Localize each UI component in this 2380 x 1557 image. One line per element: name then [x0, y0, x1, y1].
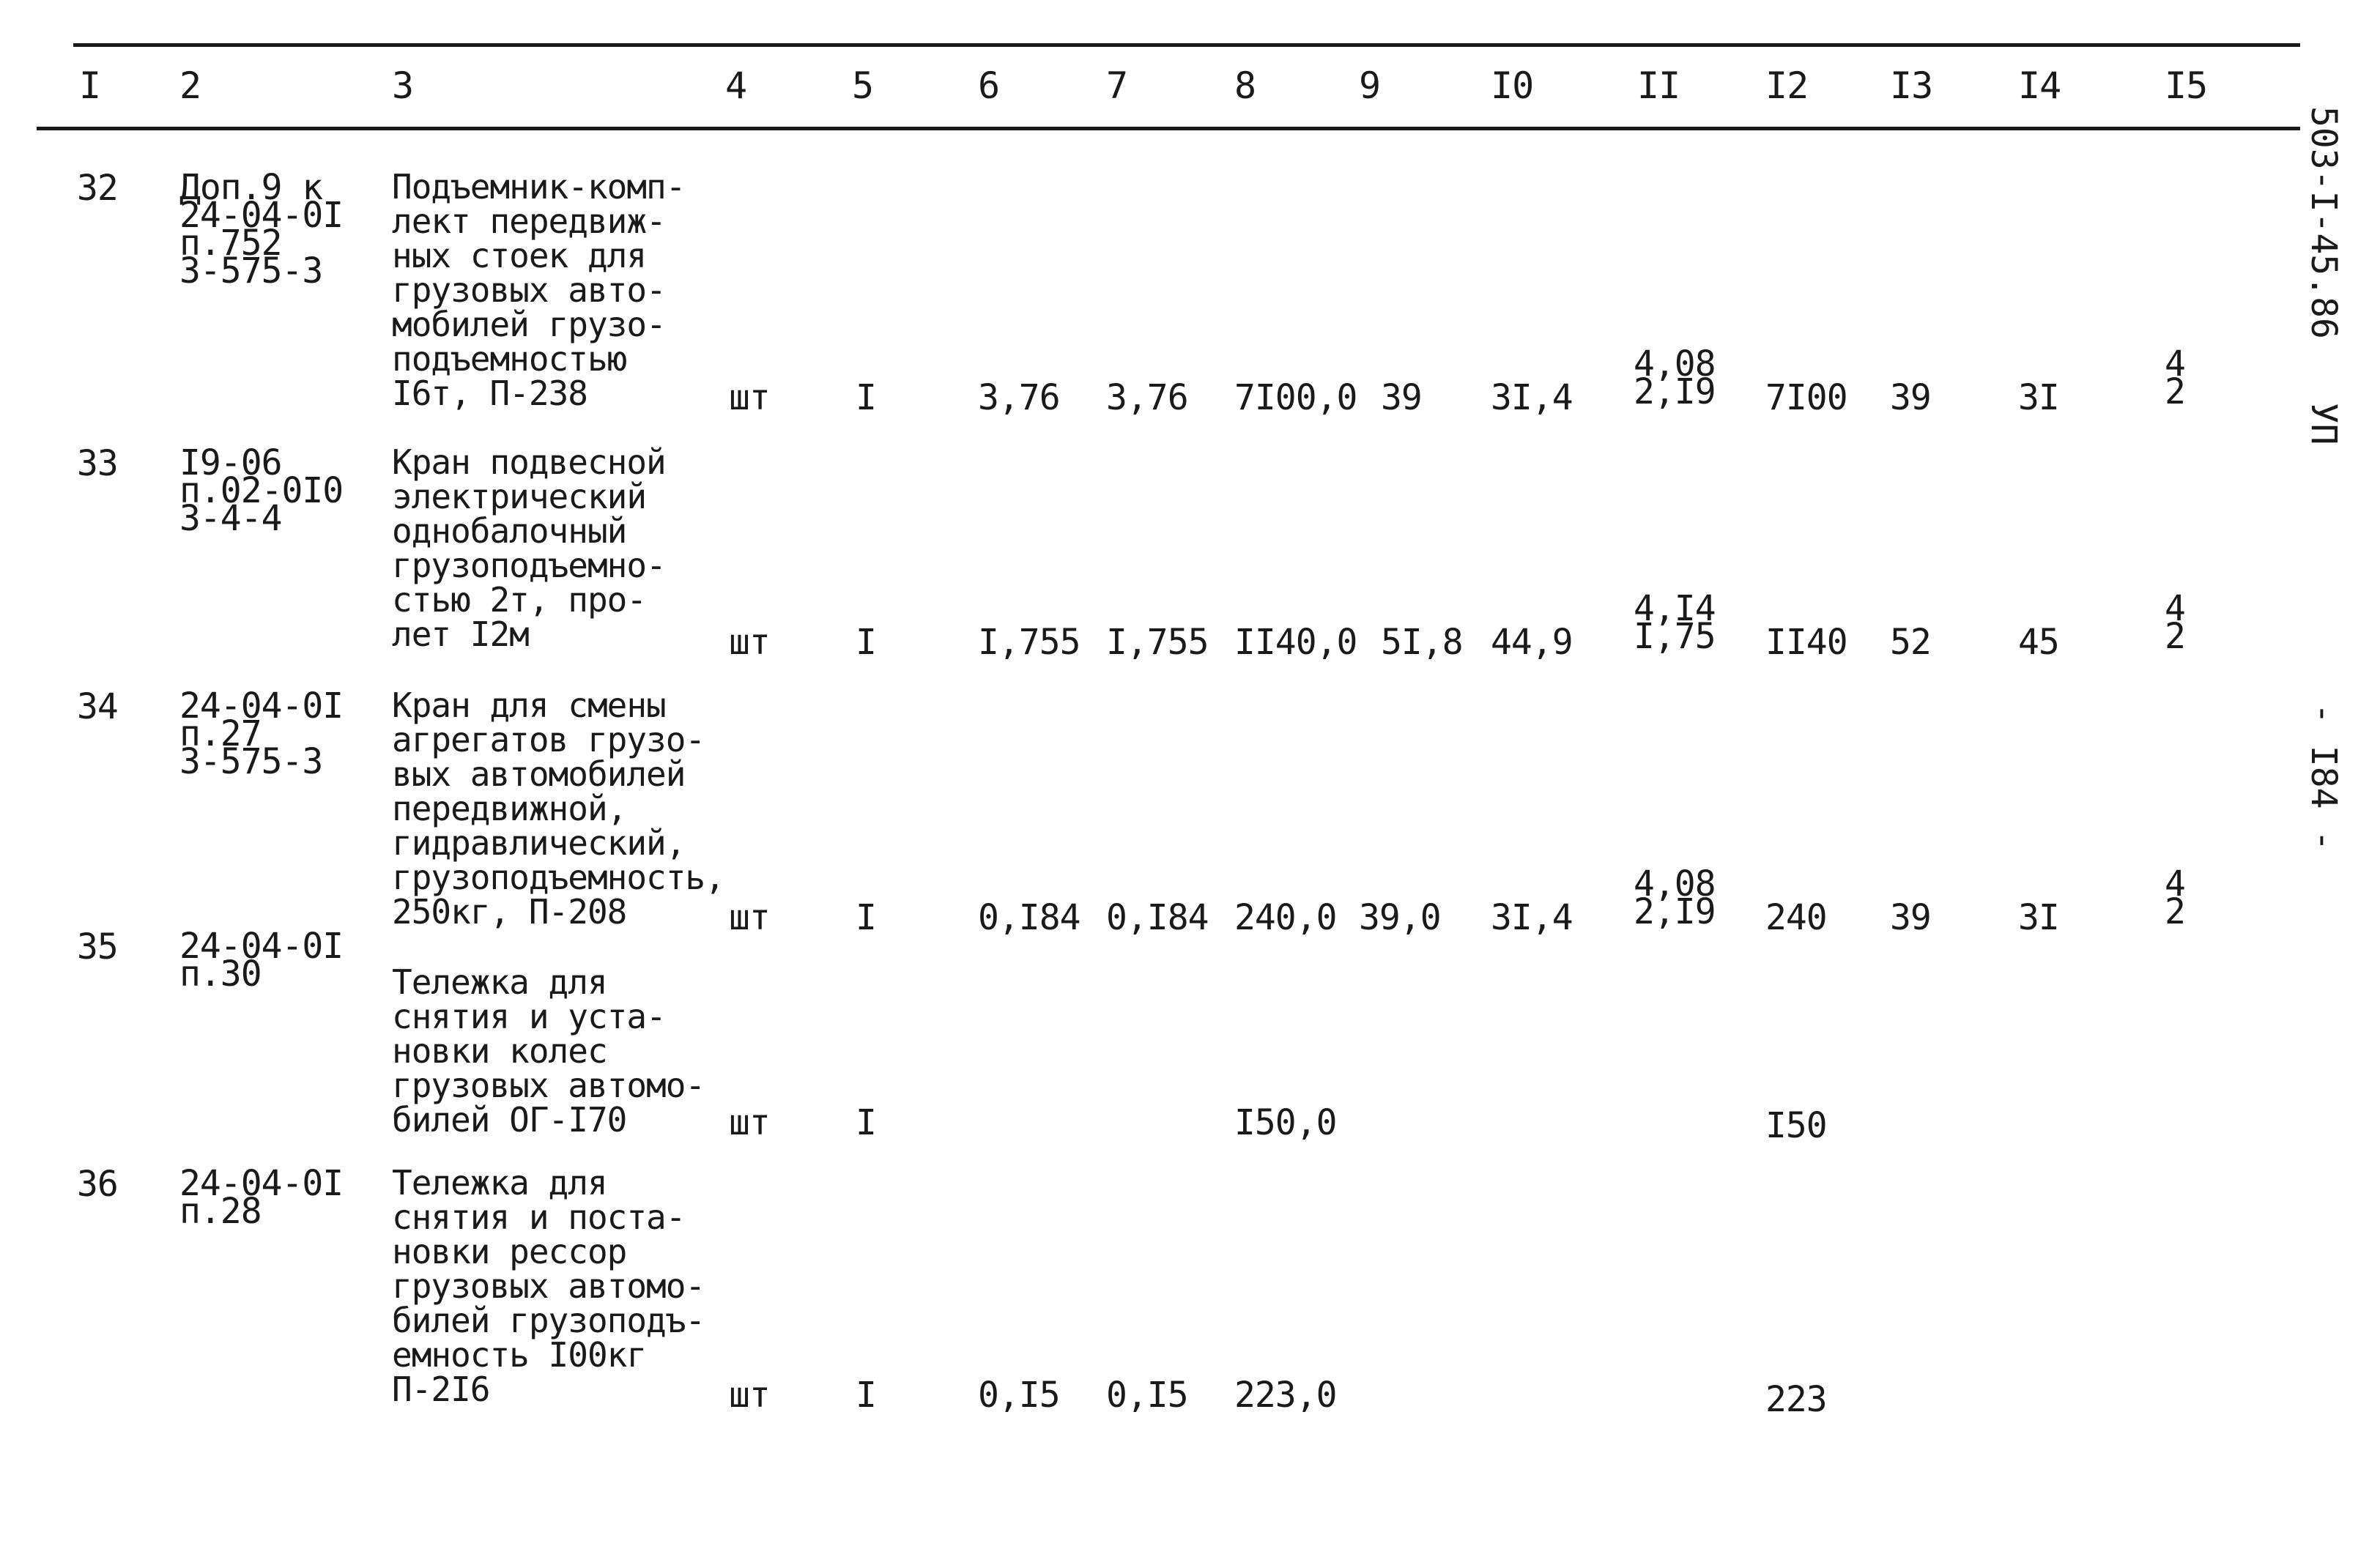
- row-unit: шт: [729, 1102, 770, 1143]
- row-col-6: 3,76: [978, 377, 1060, 418]
- row-number: 36: [77, 1164, 118, 1205]
- row-description: Кран для смены агрегатов грузо- вых автомобилей передвижной, гидравлический, грузоподъемность, 250кг, П-208: [392, 685, 724, 932]
- header-col-9: 9: [1359, 64, 1381, 107]
- row-col-13: 39: [1890, 897, 1931, 938]
- row-col-9: 5I,8: [1381, 622, 1463, 663]
- row-col-9: 39,0: [1359, 897, 1441, 938]
- row-reference: 24-04-0I п.28: [179, 1163, 344, 1232]
- row-col-10: 3I,4: [1491, 377, 1573, 418]
- row-col-7: 3,76: [1106, 377, 1188, 418]
- row-reference: 24-04-0I п.30: [179, 926, 344, 995]
- header-col-14: I4: [2018, 64, 2061, 107]
- row-col-7: 0,I84: [1106, 897, 1209, 938]
- row-description: Кран подвесной электрический однобалочный грузоподъемно- стью 2т, про- лет I2м: [392, 442, 666, 654]
- header-col-1: I: [79, 64, 101, 107]
- row-col-13: 39: [1890, 377, 1931, 418]
- row-col-15: 4 2: [2165, 588, 2185, 657]
- header-col-13: I3: [1890, 64, 1933, 107]
- header-col-7: 7: [1106, 64, 1128, 107]
- row-col-7: I,755: [1106, 622, 1209, 663]
- row-col-8: I50,0: [1234, 1102, 1337, 1143]
- row-col-11: 4,08 2,I9: [1634, 863, 1716, 932]
- row-number: 34: [77, 686, 118, 727]
- row-col-8: II40,0: [1234, 622, 1357, 663]
- document-code: 503-I-45.86 УП: [2303, 106, 2344, 445]
- header-col-10: I0: [1491, 64, 1534, 107]
- row-unit: шт: [729, 897, 770, 938]
- row-col-8: 240,0: [1234, 897, 1337, 938]
- row-col-12: I50: [1765, 1105, 1827, 1146]
- row-col-6: 0,I84: [978, 897, 1080, 938]
- header-col-11: II: [1637, 64, 1680, 107]
- row-col-14: 3I: [2018, 377, 2059, 418]
- top-rule: [73, 43, 2300, 47]
- header-col-15: I5: [2165, 64, 2208, 107]
- row-col-13: 52: [1890, 622, 1931, 663]
- header-col-3: 3: [392, 64, 414, 107]
- row-col-10: 44,9: [1491, 622, 1573, 663]
- row-description: Тележка для снятия и поста- новки рессор грузовых автомо- билей грузоподъ- емность I00кг П-2I6: [392, 1163, 705, 1409]
- row-col-8: 223,0: [1234, 1375, 1337, 1416]
- row-number: 32: [77, 168, 118, 209]
- row-number: 35: [77, 926, 118, 967]
- row-col-15: 4 2: [2165, 343, 2185, 412]
- row-col-12: 7I00: [1765, 377, 1847, 418]
- row-col-10: 3I,4: [1491, 897, 1573, 938]
- header-col-5: 5: [852, 64, 874, 107]
- row-col-11: 4,08 2,I9: [1634, 343, 1716, 412]
- row-unit: шт: [729, 622, 770, 663]
- header-rule: [37, 127, 2300, 130]
- row-col-7: 0,I5: [1106, 1375, 1188, 1416]
- row-col-6: I,755: [978, 622, 1080, 663]
- row-description: Подъемник-комп- лект передвиж- ных стоек для грузовых авто- мобилей грузо- подъемностью I6т, П-238: [392, 167, 686, 413]
- row-col-14: 3I: [2018, 897, 2059, 938]
- header-col-6: 6: [978, 64, 1000, 107]
- row-col-12: II40: [1765, 622, 1847, 663]
- row-qty: I: [856, 1375, 876, 1416]
- row-qty: I: [856, 622, 876, 663]
- row-unit: шт: [729, 1375, 770, 1416]
- row-col-9: 39: [1381, 377, 1422, 418]
- row-col-12: 240: [1765, 897, 1827, 938]
- row-unit: шт: [729, 377, 770, 418]
- row-col-8: 7I00,0: [1234, 377, 1357, 418]
- row-number: 33: [77, 443, 118, 484]
- row-reference: I9-06 п.02-0I0 3-4-4: [179, 442, 344, 539]
- row-qty: I: [856, 897, 876, 938]
- header-col-8: 8: [1234, 64, 1256, 107]
- header-col-12: I2: [1765, 64, 1809, 107]
- header-col-4: 4: [725, 64, 747, 107]
- row-col-15: 4 2: [2165, 863, 2185, 932]
- row-col-14: 45: [2018, 622, 2059, 663]
- header-col-2: 2: [179, 64, 201, 107]
- row-reference: Доп.9 к 24-04-0I п.752 3-575-3: [179, 167, 344, 291]
- row-col-6: 0,I5: [978, 1375, 1060, 1416]
- row-col-12: 223: [1765, 1379, 1827, 1420]
- row-col-11: 4,I4 I,75: [1634, 588, 1716, 657]
- row-reference: 24-04-0I п.27 3-575-3: [179, 685, 344, 782]
- page-number: - I84 -: [2303, 703, 2344, 852]
- row-description: Тележка для снятия и уста- новки колес грузовых автомо- билей ОГ-I70: [392, 962, 705, 1140]
- row-qty: I: [856, 1102, 876, 1143]
- row-qty: I: [856, 377, 876, 418]
